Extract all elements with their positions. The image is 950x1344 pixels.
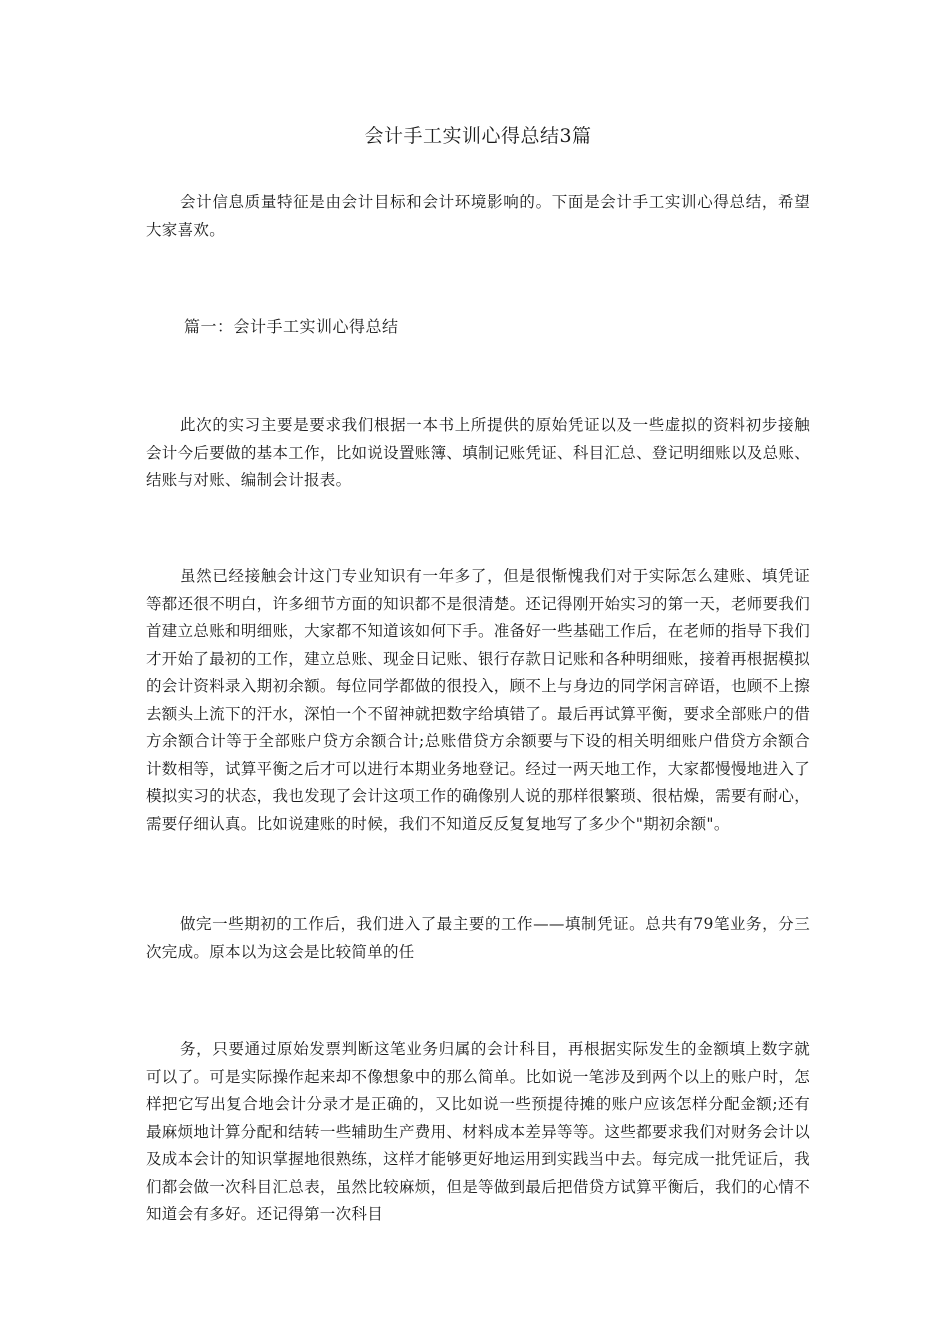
body-paragraph-2: 虽然已经接触会计这门专业知识有一年多了，但是很惭愧我们对于实际怎么建账、填凭证等都还很不明白，许多细节方面的知识都不是很清楚。还记得刚开始实习的第一天，老师要我们首建立总账和明细账，大家都不知道该如何下手。准备好一些基础工作后，在老师的指导下我们才开始了最初的工作，建立总账、现金日记账、银行存款日记账和各种明细账，接着再根据模拟的会计资料录入期初余额。每位同学都做的很投入，顾不上与身边的同学闲言碎语，也顾不上擦去额头上流下的汗水，深怕一个不留神就把数字给填错了。最后再试算平衡，要求全部账户的借方余额合计等于全部账户贷方余额合计;总账借贷方余额要与下设的相关明细账户借贷方余额合计数相等，试算平衡之后才可以进行本期业务地登记。经过一两天地工作，大家都慢慢地进入了模拟实习的状态，我也发现了会计这项工作的确像别人说的那样很繁琐、很枯燥，需要有耐心，需要仔细认真。比如说建账的时候，我们不知道反反复复地写了多少个"期初余额"。 <box>146 567 810 833</box>
document-title: 会计手工实训心得总结3篇 <box>364 125 592 147</box>
section-heading: 篇一：会计手工实训心得总结 <box>184 317 399 336</box>
intro-paragraph: 会计信息质量特征是由会计目标和会计环境影响的。下面是会计手工实训心得总结，希望大家喜欢。 <box>146 193 810 239</box>
body-paragraph-4: 务，只要通过原始发票判断这笔业务归属的会计科目，再根据实际发生的金额填上数字就可以了。可是实际操作起来却不像想象中的那么简单。比如说一笔涉及到两个以上的账户时，怎样把它写出复合地会计分录才是正确的，又比如说一些预提待摊的账户应该怎样分配金额;还有最麻烦地计算分配和结转一些辅助生产费用、材料成本差异等等。这些都要求我们对财务会计以及成本会计的知识掌握地很熟练，这样才能够更好地运用到实践当中去。每完成一批凭证后，我们都会做一次科目汇总表，虽然比较麻烦，但是等做到最后把借贷方试算平衡后，我们的心情不知道会有多好。还记得第一次科目 <box>146 1040 810 1223</box>
body-paragraph-1: 此次的实习主要是要求我们根据一本书上所提供的原始凭证以及一些虚拟的资料初步接触会计今后要做的基本工作，比如说设置账簿、填制记账凭证、科目汇总、登记明细账以及总账、结账与对账、编制会计报表。 <box>146 416 810 489</box>
body-paragraph-3: 做完一些期初的工作后，我们进入了最主要的工作——填制凭证。总共有79笔业务，分三次完成。原本以为这会是比较简单的任 <box>146 915 810 961</box>
